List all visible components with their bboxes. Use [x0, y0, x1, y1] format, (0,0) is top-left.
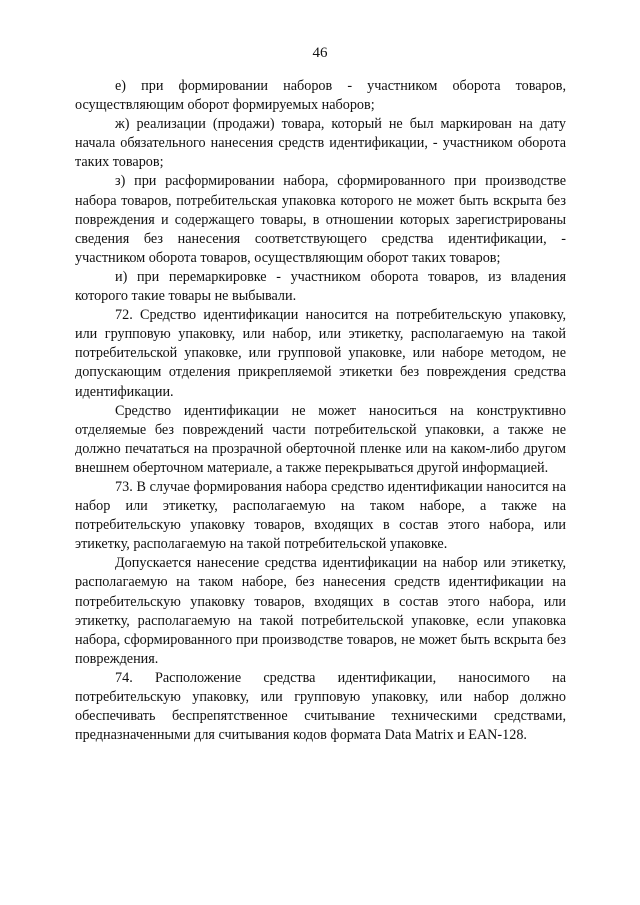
paragraph-clause-74: 74. Расположение средства идентификации, наносимого на потребительскую упаковку, или групповую упаковку, или набор должно обеспечивать беспрепятственное считывание техническими средствами, предназначенными для считывания кодов формата Data Matrix и EAN-128.	[75, 669, 566, 744]
page-number: 46	[312, 45, 328, 61]
paragraph-clause-73-continued: Допускается нанесение средства идентификации на набор или этикетку, располагаемую на таком наборе, без нанесения средств идентификации на потребительскую упаковку товаров, входящих в состав этого набора, или этикетку, располагаемую на такой потребительской упаковке, если упаковка набора, сформированного при производстве товаров, не может быть вскрыта без повреждения.	[75, 555, 566, 667]
document-body	[75, 77, 566, 745]
paragraph-item-zh: ж) реализации (продажи) товара, который не был маркирован на дату начала обязательного нанесения средств идентификации, - участником оборота таких товаров;	[75, 116, 566, 171]
paragraph-clause-72: 72. Средство идентификации наносится на потребительскую упаковку, или групповую упаковку, или набор, или этикетку, располагаемую на такой потребительской упаковке, или групповой упаковке, или наборе методом, не допускающим отделения прикрепляемой этикетки без повреждения средства идентификации.	[75, 307, 566, 400]
paragraph-item-i: и) при перемаркировке - участником оборота товаров, из владения которого такие товары не выбывали.	[75, 268, 566, 305]
paragraph-item-z: з) при расформировании набора, сформированного при производстве набора товаров, потребительская упаковка которого не может быть вскрыта без повреждения и содержащего товары, в отношении которых зарегистрированы сведения без нанесения соответствующего средства идентификации, - участником оборота товаров, осуществляющим оборот таких товаров;	[75, 173, 566, 266]
paragraph-item-e: е) при формировании наборов - участником оборота товаров, осуществляющим оборот формируемых наборов;	[75, 78, 566, 114]
paragraph-clause-72-continued: Средство идентификации не может наноситься на конструктивно отделяемые без повреждений части потребительской упаковки, а также не должно печататься на прозрачной оберточной пленке или на каком-либо другом внешнем оберточном материале, а также перекрываться другой информацией.	[75, 402, 566, 476]
paragraph-clause-73: 73. В случае формирования набора средство идентификации наносится на набор или этикетку, располагаемую на таком наборе, а также на потребительскую упаковку товаров, входящих в состав этого набора, или этикетку, располагаемую на такой потребительской упаковке.	[75, 478, 566, 553]
